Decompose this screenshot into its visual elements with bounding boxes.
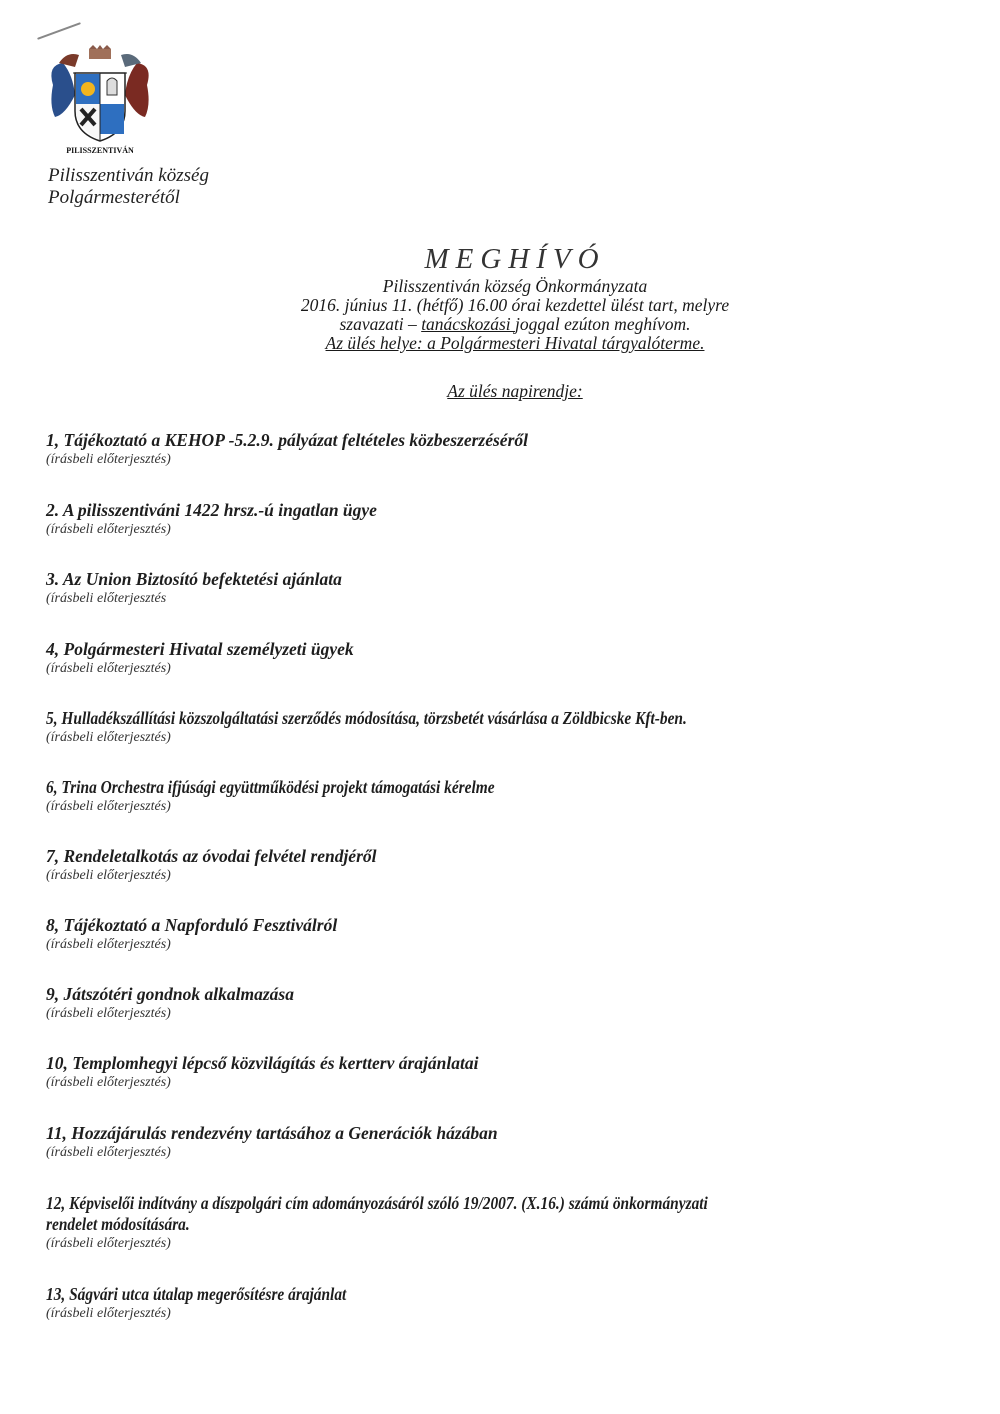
invitation-line-3-underlined: tanácskozási (421, 314, 516, 334)
agenda-item (46, 1053, 926, 1092)
agenda-item-title: 8, Tájékoztató a Napforduló Fesztiválról (46, 915, 338, 935)
agenda-item-title: 2. A pilisszentiváni 1422 hrsz.-ú ingatlan ügye (46, 500, 377, 520)
agenda-item-title: 5, Hulladékszállítási közszolgáltatási szerződés módosítása, törzsbetét vásárlása a Zöldbicske Kft-ben. (46, 708, 687, 728)
pen-mark (37, 22, 81, 40)
agenda-item-title-line-2: rendelet módosítására. (46, 1214, 190, 1234)
agenda-item (46, 708, 926, 747)
agenda-item-note: (írásbeli előterjesztés) (46, 1306, 171, 1321)
agenda-item-note: (írásbeli előterjesztés) (46, 868, 171, 883)
coat-of-arms-icon (45, 45, 155, 160)
agenda-item-title: 10, Templomhegyi lépcső közvilágítás és kertterv árajánlatai (46, 1053, 479, 1073)
invitation-line-3-post: joggal ezúton meghívom. (515, 314, 691, 334)
agenda-item-note: (írásbeli előterjesztés) (46, 452, 171, 467)
agenda-item-note: (írásbeli előterjesztés) (46, 730, 171, 745)
agenda-item-note: (írásbeli előterjesztés) (46, 522, 171, 537)
agenda-item-title: 4, Polgármesteri Hivatal személyzeti ügyek (46, 639, 354, 659)
meeting-location: Az ülés helye: a Polgármesteri Hivatal tárgyalóterme. (325, 333, 705, 353)
agenda-item-title: 12, Képviselői indítvány a díszpolgári cím adományozásáról szóló 19/2007. (X.16.) számú önkormányzati (46, 1193, 708, 1213)
issuer-line-2: Polgármesterétől (48, 187, 180, 208)
agenda-item (46, 846, 926, 885)
agenda-item (46, 1123, 926, 1162)
agenda-item (46, 639, 926, 678)
invitation-line-3-pre: szavazati – (339, 314, 422, 334)
agenda-item (46, 430, 926, 469)
agenda-item (46, 1284, 926, 1323)
issuer-block (48, 165, 209, 209)
agenda-item (46, 1193, 926, 1253)
agenda-item-note: (írásbeli előterjesztés) (46, 1145, 171, 1160)
agenda-item (46, 915, 926, 954)
agenda-item-title: 13, Ságvári utca útalap megerősítésre árajánlat (46, 1284, 347, 1304)
agenda-item-title: 6, Trina Orchestra ifjúsági együttműködési projekt támogatási kérelme (46, 777, 495, 797)
invitation-line-2: 2016. június 11. (hétfő) 16.00 órai kezdettel ülést tart, melyre (300, 295, 730, 315)
invitation-header (0, 243, 1000, 402)
agenda-item-title: 1, Tájékoztató a KEHOP -5.2.9. pályázat feltételes közbeszerzéséről (46, 430, 529, 450)
agenda-item-note: (írásbeli előterjesztés) (46, 661, 171, 676)
issuer-line-1: Pilisszentiván község (48, 165, 209, 186)
agenda-item-note: (írásbeli előterjesztés) (46, 1236, 171, 1251)
agenda-item (46, 777, 926, 816)
invitation-line-3 (0, 315, 1000, 334)
agenda-heading: Az ülés napirendje: (447, 381, 583, 401)
agenda-item-note: (írásbeli előterjesztés (46, 591, 167, 606)
agenda-item-title: 9, Játszótéri gondnok alkalmazása (46, 984, 294, 1004)
invitation-line-1: Pilisszentiván község Önkormányzata (382, 276, 648, 296)
agenda-item (46, 500, 926, 539)
agenda-item (46, 984, 926, 1023)
agenda-item-title: 7, Rendeletalkotás az óvodai felvétel rendjéről (46, 846, 377, 866)
agenda-item-title: 11, Hozzájárulás rendezvény tartásához a Generációk házában (46, 1123, 498, 1143)
agenda-item-note: (írásbeli előterjesztés) (46, 1075, 171, 1090)
agenda-item-note: (írásbeli előterjesztés) (46, 937, 171, 952)
agenda-item-title: 3. Az Union Biztosító befektetési ajánlata (46, 569, 342, 589)
agenda-item-note: (írásbeli előterjesztés) (46, 1006, 171, 1021)
agenda-item (46, 569, 926, 608)
svg-text:PILISSZENTIVÁN: PILISSZENTIVÁN (66, 146, 134, 155)
document-title: MEGHÍVÓ (424, 243, 606, 275)
agenda-item-note: (írásbeli előterjesztés) (46, 799, 171, 814)
